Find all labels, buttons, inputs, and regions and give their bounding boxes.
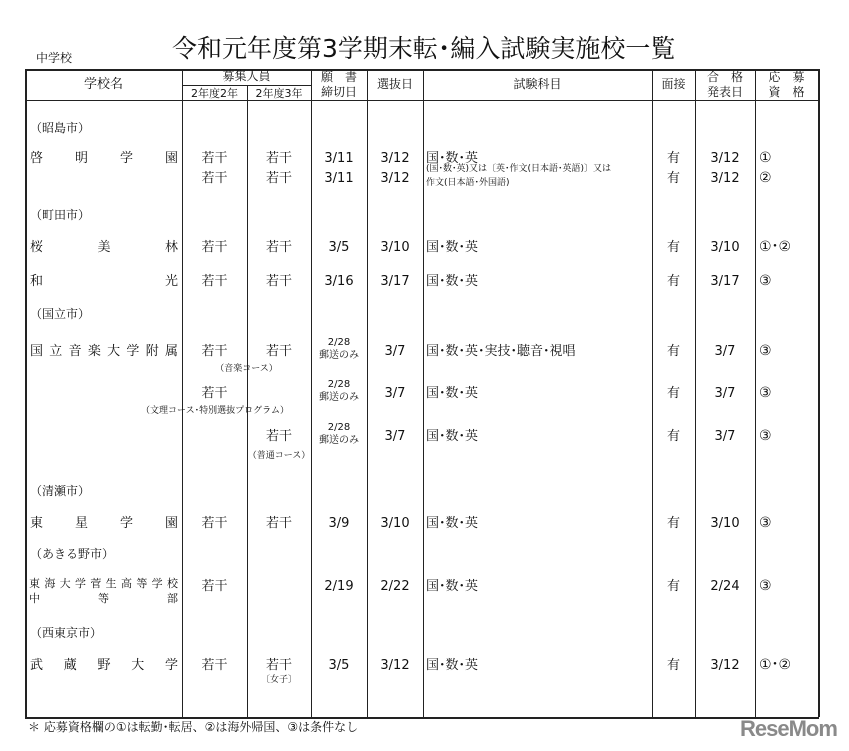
qualification: ③ bbox=[759, 428, 772, 444]
column-divider bbox=[25, 69, 27, 717]
column-divider bbox=[423, 69, 424, 717]
deadline: 3/9 bbox=[328, 516, 350, 531]
header-recruit-y3: 2年度3年 bbox=[255, 87, 303, 100]
course-note: （音楽コース） bbox=[215, 364, 278, 374]
pass-date: 3/10 bbox=[710, 240, 740, 255]
deadline: 2/28 bbox=[327, 337, 351, 348]
exam-subjects: 国･数･英 bbox=[426, 240, 479, 255]
qualification: ③ bbox=[759, 343, 772, 359]
header-pass-1: 合 格 bbox=[706, 70, 743, 84]
interview: 有 bbox=[666, 240, 680, 255]
interview: 有 bbox=[666, 658, 680, 673]
recruit-y2: 若干 bbox=[201, 151, 228, 166]
header-deadline-1: 願 書 bbox=[320, 70, 357, 84]
qualification: ③ bbox=[759, 385, 772, 401]
school-name: 和光 bbox=[30, 274, 178, 289]
deadline: 3/16 bbox=[324, 274, 354, 289]
deadline: 3/5 bbox=[328, 240, 350, 255]
school-name: 国立音楽大学附属 bbox=[30, 344, 178, 359]
recruit-y3: 若干 bbox=[265, 344, 292, 359]
interview: 有 bbox=[666, 274, 680, 289]
recruit-y2: 若干 bbox=[201, 240, 228, 255]
interview: 有 bbox=[666, 171, 680, 186]
interview: 有 bbox=[666, 579, 680, 594]
pass-date: 3/17 bbox=[710, 274, 740, 289]
header-selection: 選抜日 bbox=[376, 77, 413, 91]
city-label: （町田市） bbox=[30, 208, 91, 222]
exam-subjects: 国･数･英 bbox=[426, 579, 479, 594]
recruit-y3: 若干 bbox=[265, 151, 292, 166]
selection-date: 3/12 bbox=[380, 658, 410, 673]
footnote: ＊ 応募資格欄の①は転勤･転居、②は海外帰国、③は条件なし bbox=[28, 720, 359, 734]
interview: 有 bbox=[666, 344, 680, 359]
interview: 有 bbox=[666, 429, 680, 444]
deadline: 3/11 bbox=[324, 171, 354, 186]
page-title: 令和元年度第3学期末転･編入試験実施校一覧 bbox=[172, 34, 676, 63]
qualification: ③ bbox=[759, 515, 772, 531]
recruit-y2: 若干 bbox=[201, 579, 228, 594]
city-label: （西東京市） bbox=[30, 626, 103, 640]
header-recruit-y2: 2年度2年 bbox=[191, 87, 238, 100]
selection-date: 3/12 bbox=[380, 171, 410, 186]
school-name: 東星学園 bbox=[30, 516, 178, 531]
exam-subjects: (国･数･英)又は〔英･作文(日本語･英語)〕又は bbox=[426, 164, 612, 174]
course-note: （普通コース） bbox=[247, 451, 311, 461]
header-qual-1: 応 募 bbox=[768, 70, 805, 84]
pass-date: 2/24 bbox=[710, 579, 740, 594]
exam-subjects: 国･数･英･実技･聴音･視唱 bbox=[426, 344, 576, 359]
pass-date: 3/12 bbox=[710, 151, 740, 166]
recruit-y2: 若干 bbox=[201, 516, 228, 531]
school-name-line2: 中等部 bbox=[29, 592, 178, 605]
deadline: 2/19 bbox=[324, 579, 354, 594]
course-note: （文理コース･特別選抜プログラム） bbox=[141, 406, 289, 416]
deadline-note: 郵送のみ bbox=[319, 350, 359, 361]
recruit-y2: 若干 bbox=[201, 386, 228, 401]
header-pass-2: 発表日 bbox=[706, 85, 743, 99]
resemom-logo: ReseMom bbox=[740, 716, 837, 741]
recruit-y2: 若干 bbox=[201, 658, 228, 673]
qualification: ①･② bbox=[759, 657, 792, 673]
selection-date: 3/12 bbox=[380, 151, 410, 166]
interview: 有 bbox=[666, 516, 680, 531]
selection-date: 3/7 bbox=[384, 429, 406, 444]
school-name: 桜美林 bbox=[30, 240, 178, 255]
deadline: 2/28 bbox=[327, 379, 351, 390]
exam-subjects: 国･数･英 bbox=[426, 516, 479, 531]
recruit-y3: 若干 bbox=[265, 171, 292, 186]
interview: 有 bbox=[666, 386, 680, 401]
course-note: 〔女子〕 bbox=[260, 675, 297, 685]
recruit-y3: 若干 bbox=[265, 429, 292, 444]
header-deadline-2: 締切日 bbox=[320, 85, 357, 99]
recruit-y2: 若干 bbox=[201, 274, 228, 289]
exam-subjects: 国･数･英 bbox=[426, 429, 479, 444]
selection-date: 3/10 bbox=[380, 516, 410, 531]
pass-date: 3/7 bbox=[714, 344, 736, 359]
pass-date: 3/12 bbox=[710, 171, 740, 186]
recruit-y3: 若干 bbox=[265, 516, 292, 531]
selection-date: 3/7 bbox=[384, 344, 406, 359]
header-divider bbox=[25, 100, 819, 101]
category-label: 中学校 bbox=[36, 51, 73, 65]
recruit-y3: 若干 bbox=[265, 274, 292, 289]
city-label: （清瀬市） bbox=[30, 484, 91, 498]
school-name: 啓明学園 bbox=[30, 151, 178, 166]
exam-subjects: 国･数･英 bbox=[426, 151, 479, 166]
exam-subjects-line2: 作文(日本語･外国語) bbox=[426, 178, 510, 188]
qualification: ③ bbox=[759, 578, 772, 594]
pass-date: 3/10 bbox=[710, 516, 740, 531]
selection-date: 3/17 bbox=[380, 274, 410, 289]
city-label: （あきる野市） bbox=[30, 547, 115, 561]
deadline-note: 郵送のみ bbox=[319, 435, 359, 446]
pass-date: 3/7 bbox=[714, 386, 736, 401]
column-divider bbox=[818, 69, 820, 717]
qualification: ① bbox=[759, 150, 772, 166]
recruit-y2: 若干 bbox=[201, 171, 228, 186]
table-border-bottom bbox=[25, 717, 819, 719]
header-qual-2: 資 格 bbox=[768, 85, 805, 99]
exam-subjects: 国･数･英 bbox=[426, 658, 479, 673]
qualification: ② bbox=[759, 170, 772, 186]
selection-date: 3/7 bbox=[384, 386, 406, 401]
deadline-note: 郵送のみ bbox=[319, 392, 359, 403]
recruit-y3: 若干 bbox=[265, 658, 292, 673]
deadline: 2/28 bbox=[327, 422, 351, 433]
qualification: ①･② bbox=[759, 239, 792, 255]
deadline: 3/11 bbox=[324, 151, 354, 166]
school-name: 東海大学菅生高等学校 bbox=[29, 577, 178, 590]
city-label: （国立市） bbox=[30, 307, 91, 321]
city-label: （昭島市） bbox=[30, 121, 91, 135]
school-name: 武蔵野大学 bbox=[30, 658, 178, 673]
interview: 有 bbox=[666, 151, 680, 166]
header-interview: 面接 bbox=[661, 77, 686, 91]
deadline: 3/5 bbox=[328, 658, 350, 673]
qualification: ③ bbox=[759, 273, 772, 289]
pass-date: 3/12 bbox=[710, 658, 740, 673]
selection-date: 3/10 bbox=[380, 240, 410, 255]
header-subjects: 試験科目 bbox=[513, 77, 562, 91]
exam-subjects: 国･数･英 bbox=[426, 386, 479, 401]
pass-date: 3/7 bbox=[714, 429, 736, 444]
header-school: 学校名 bbox=[83, 77, 123, 92]
recruit-y2: 若干 bbox=[201, 344, 228, 359]
column-divider bbox=[755, 69, 756, 717]
selection-date: 2/22 bbox=[380, 579, 410, 594]
exam-subjects: 国･数･英 bbox=[426, 274, 479, 289]
recruit-y3: 若干 bbox=[265, 240, 292, 255]
header-recruit: 募集人員 bbox=[222, 69, 271, 83]
